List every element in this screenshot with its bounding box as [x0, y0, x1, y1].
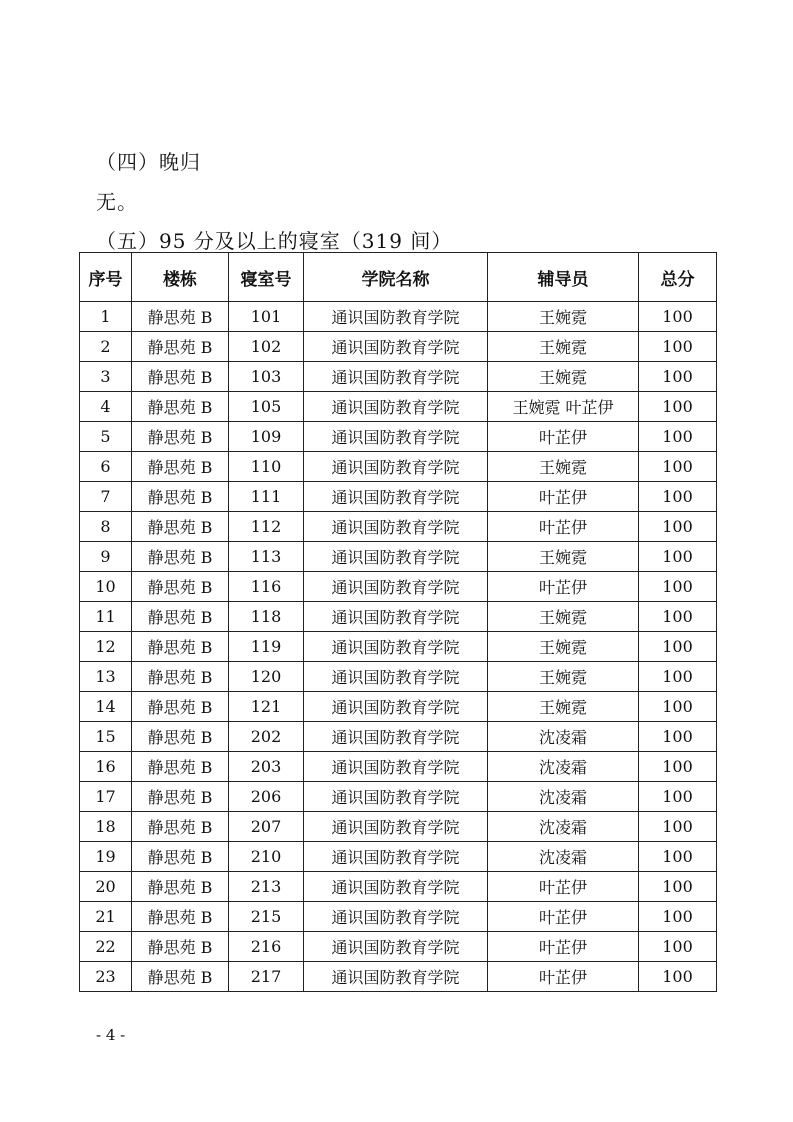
cell-room: 116	[229, 572, 304, 602]
cell-college: 通识国防教育学院	[304, 572, 488, 602]
table-row	[80, 902, 717, 932]
cell-index: 7	[80, 482, 132, 512]
cell-room: 216	[229, 932, 304, 962]
cell-building: 静思苑 B	[132, 752, 229, 782]
table-row	[80, 722, 717, 752]
cell-college: 通识国防教育学院	[304, 602, 488, 632]
cell-room: 206	[229, 782, 304, 812]
cell-building: 静思苑 B	[132, 722, 229, 752]
cell-counselor: 王婉霓	[488, 632, 639, 662]
cell-index: 10	[80, 572, 132, 602]
table-header	[80, 253, 717, 302]
cell-room: 112	[229, 512, 304, 542]
table-row	[80, 452, 717, 482]
late-return-content: 无。	[96, 190, 138, 214]
table-row	[80, 482, 717, 512]
cell-building: 静思苑 B	[132, 872, 229, 902]
cell-score: 100	[639, 332, 717, 362]
cell-building: 静思苑 B	[132, 932, 229, 962]
cell-building: 静思苑 B	[132, 632, 229, 662]
table-row	[80, 932, 717, 962]
cell-index: 14	[80, 692, 132, 722]
cell-college: 通识国防教育学院	[304, 302, 488, 332]
cell-college: 通识国防教育学院	[304, 512, 488, 542]
cell-index: 12	[80, 632, 132, 662]
cell-score: 100	[639, 812, 717, 842]
cell-counselor: 王婉霓	[488, 602, 639, 632]
table-row	[80, 422, 717, 452]
cell-college: 通识国防教育学院	[304, 752, 488, 782]
page-number: - 4 -	[96, 1026, 126, 1044]
table-row	[80, 302, 717, 332]
cell-college: 通识国防教育学院	[304, 332, 488, 362]
cell-room: 110	[229, 452, 304, 482]
cell-score: 100	[639, 602, 717, 632]
cell-counselor: 王婉霓	[488, 542, 639, 572]
cell-index: 17	[80, 782, 132, 812]
header-college: 学院名称	[304, 253, 488, 302]
table-row	[80, 752, 717, 782]
cell-room: 105	[229, 392, 304, 422]
cell-index: 3	[80, 362, 132, 392]
table-row	[80, 872, 717, 902]
cell-college: 通识国防教育学院	[304, 932, 488, 962]
cell-college: 通识国防教育学院	[304, 452, 488, 482]
cell-building: 静思苑 B	[132, 332, 229, 362]
cell-counselor: 沈凌霜	[488, 722, 639, 752]
cell-room: 215	[229, 902, 304, 932]
cell-counselor: 王婉霓	[488, 452, 639, 482]
cell-score: 100	[639, 722, 717, 752]
cell-counselor: 沈凌霜	[488, 752, 639, 782]
cell-building: 静思苑 B	[132, 542, 229, 572]
cell-college: 通识国防教育学院	[304, 362, 488, 392]
cell-score: 100	[639, 962, 717, 992]
cell-counselor: 王婉霓	[488, 332, 639, 362]
cell-room: 121	[229, 692, 304, 722]
cell-counselor: 叶芷伊	[488, 932, 639, 962]
table-row	[80, 782, 717, 812]
cell-score: 100	[639, 572, 717, 602]
table-body	[80, 302, 717, 992]
cell-building: 静思苑 B	[132, 362, 229, 392]
table-row	[80, 362, 717, 392]
cell-index: 11	[80, 602, 132, 632]
cell-index: 21	[80, 902, 132, 932]
cell-room: 202	[229, 722, 304, 752]
cell-index: 13	[80, 662, 132, 692]
cell-college: 通识国防教育学院	[304, 542, 488, 572]
cell-counselor: 王婉霓	[488, 692, 639, 722]
dorm-score-table	[79, 252, 717, 992]
cell-room: 111	[229, 482, 304, 512]
cell-index: 22	[80, 932, 132, 962]
cell-building: 静思苑 B	[132, 602, 229, 632]
header-score: 总分	[639, 253, 717, 302]
cell-building: 静思苑 B	[132, 902, 229, 932]
table-row	[80, 602, 717, 632]
cell-building: 静思苑 B	[132, 812, 229, 842]
cell-counselor: 沈凌霜	[488, 812, 639, 842]
cell-index: 18	[80, 812, 132, 842]
cell-room: 213	[229, 872, 304, 902]
cell-college: 通识国防教育学院	[304, 632, 488, 662]
cell-score: 100	[639, 392, 717, 422]
cell-building: 静思苑 B	[132, 692, 229, 722]
cell-building: 静思苑 B	[132, 482, 229, 512]
table-row	[80, 512, 717, 542]
header-building: 楼栋	[132, 253, 229, 302]
table-row	[80, 842, 717, 872]
cell-score: 100	[639, 782, 717, 812]
cell-index: 9	[80, 542, 132, 572]
cell-index: 6	[80, 452, 132, 482]
cell-building: 静思苑 B	[132, 782, 229, 812]
cell-college: 通识国防教育学院	[304, 482, 488, 512]
cell-college: 通识国防教育学院	[304, 842, 488, 872]
cell-room: 102	[229, 332, 304, 362]
cell-counselor: 叶芷伊	[488, 512, 639, 542]
cell-building: 静思苑 B	[132, 452, 229, 482]
cell-counselor: 叶芷伊	[488, 962, 639, 992]
table-row	[80, 662, 717, 692]
cell-index: 2	[80, 332, 132, 362]
cell-score: 100	[639, 692, 717, 722]
cell-score: 100	[639, 512, 717, 542]
table-row	[80, 692, 717, 722]
cell-building: 静思苑 B	[132, 422, 229, 452]
cell-building: 静思苑 B	[132, 842, 229, 872]
table-row	[80, 962, 717, 992]
cell-counselor: 王婉霓	[488, 362, 639, 392]
header-counselor: 辅导员	[488, 253, 639, 302]
table-row	[80, 632, 717, 662]
cell-building: 静思苑 B	[132, 302, 229, 332]
cell-college: 通识国防教育学院	[304, 692, 488, 722]
cell-index: 5	[80, 422, 132, 452]
cell-counselor: 叶芷伊	[488, 482, 639, 512]
cell-score: 100	[639, 872, 717, 902]
cell-index: 19	[80, 842, 132, 872]
cell-index: 4	[80, 392, 132, 422]
cell-score: 100	[639, 422, 717, 452]
cell-index: 8	[80, 512, 132, 542]
cell-counselor: 王婉霓	[488, 662, 639, 692]
cell-score: 100	[639, 842, 717, 872]
cell-room: 118	[229, 602, 304, 632]
section-heading-high-score: （五）95 分及以上的寝室（319 间）	[96, 229, 453, 253]
cell-score: 100	[639, 632, 717, 662]
cell-score: 100	[639, 662, 717, 692]
cell-score: 100	[639, 752, 717, 782]
cell-counselor: 王婉霓	[488, 302, 639, 332]
cell-room: 113	[229, 542, 304, 572]
cell-college: 通识国防教育学院	[304, 722, 488, 752]
cell-counselor: 沈凌霜	[488, 842, 639, 872]
cell-room: 101	[229, 302, 304, 332]
cell-building: 静思苑 B	[132, 662, 229, 692]
table-row	[80, 392, 717, 422]
cell-score: 100	[639, 302, 717, 332]
cell-index: 15	[80, 722, 132, 752]
cell-room: 120	[229, 662, 304, 692]
cell-building: 静思苑 B	[132, 962, 229, 992]
cell-building: 静思苑 B	[132, 392, 229, 422]
cell-index: 20	[80, 872, 132, 902]
cell-building: 静思苑 B	[132, 512, 229, 542]
cell-room: 119	[229, 632, 304, 662]
cell-college: 通识国防教育学院	[304, 902, 488, 932]
cell-college: 通识国防教育学院	[304, 812, 488, 842]
cell-college: 通识国防教育学院	[304, 872, 488, 902]
cell-room: 207	[229, 812, 304, 842]
section-heading-late-return: （四）晚归	[96, 150, 201, 174]
header-room: 寝室号	[229, 253, 304, 302]
cell-score: 100	[639, 542, 717, 572]
cell-college: 通识国防教育学院	[304, 962, 488, 992]
cell-index: 23	[80, 962, 132, 992]
cell-counselor: 叶芷伊	[488, 422, 639, 452]
cell-college: 通识国防教育学院	[304, 392, 488, 422]
cell-counselor: 沈凌霜	[488, 782, 639, 812]
cell-score: 100	[639, 482, 717, 512]
cell-counselor: 叶芷伊	[488, 872, 639, 902]
cell-score: 100	[639, 932, 717, 962]
cell-counselor: 叶芷伊	[488, 572, 639, 602]
header-index: 序号	[80, 253, 132, 302]
cell-room: 217	[229, 962, 304, 992]
cell-index: 1	[80, 302, 132, 332]
table-row	[80, 572, 717, 602]
table-row	[80, 332, 717, 362]
cell-index: 16	[80, 752, 132, 782]
cell-room: 203	[229, 752, 304, 782]
cell-score: 100	[639, 452, 717, 482]
table-row	[80, 542, 717, 572]
cell-score: 100	[639, 362, 717, 392]
table-header-row	[80, 253, 717, 302]
cell-room: 109	[229, 422, 304, 452]
cell-college: 通识国防教育学院	[304, 782, 488, 812]
cell-room: 103	[229, 362, 304, 392]
cell-college: 通识国防教育学院	[304, 662, 488, 692]
cell-counselor: 叶芷伊	[488, 902, 639, 932]
table-row	[80, 812, 717, 842]
cell-counselor: 王婉霓 叶芷伊	[488, 392, 639, 422]
cell-building: 静思苑 B	[132, 572, 229, 602]
cell-score: 100	[639, 902, 717, 932]
cell-room: 210	[229, 842, 304, 872]
cell-college: 通识国防教育学院	[304, 422, 488, 452]
